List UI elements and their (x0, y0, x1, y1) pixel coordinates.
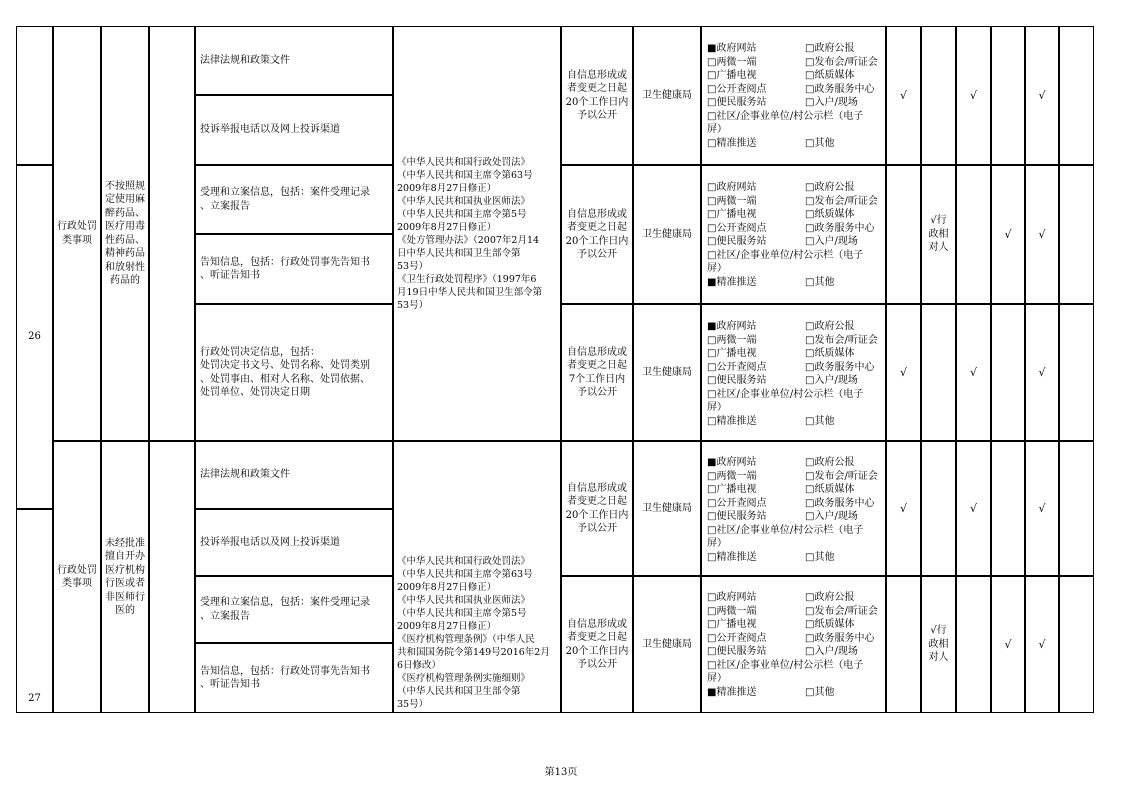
channel-public-read: 公开查阅点 (716, 222, 767, 234)
tick-party-cell: √行 政相 对人 (921, 576, 956, 713)
tick-cell: √ (886, 26, 921, 165)
checkbox: □ (707, 348, 717, 359)
channel-convenience: 便民服务站 (716, 511, 767, 522)
channel-public-read: 公开查阅点 (716, 361, 767, 373)
checkbox: □ (707, 470, 717, 482)
checkbox: □ (707, 605, 717, 617)
blank-cell-27 (149, 441, 195, 713)
tick-cell-empty (1059, 304, 1094, 441)
channel-convenience: 便民服务站 (716, 375, 767, 386)
channel-other: 其他 (814, 137, 835, 149)
page-footer: 第13页 (544, 767, 578, 778)
channel-convenience: 便民服务站 (716, 236, 767, 247)
checkbox: □ (805, 484, 815, 495)
channel-precise: 精准推送 (716, 276, 757, 288)
channel-paper: 纸质媒体 (814, 484, 855, 495)
row-number-26: 26 (16, 165, 53, 509)
checkbox-checked: ■ (707, 686, 717, 698)
checkbox: □ (805, 632, 815, 644)
checkbox: □ (805, 592, 815, 603)
tick-cell-empty (956, 165, 991, 304)
checkbox: □ (805, 551, 815, 563)
tick-cell-empty (886, 165, 921, 304)
agency-cell-5: 卫生健康局 (633, 576, 701, 713)
channel-convenience: 便民服务站 (716, 97, 767, 108)
checkbox: □ (805, 195, 815, 207)
checkbox: □ (805, 686, 815, 698)
channel-precise: 精准推送 (716, 551, 757, 563)
basis-cell-27: 《中华人民共和国行政处罚法》 （中华人民共和国主席令第63号 2009年8月27日修正） 《中华人民共和国执业医师法》 （中华人民共和国主席令第5号 2009年8月27日修正） 《医疗机构管理条例》（中华人民 共和国国务院令第149号2016年2月 6日修改） 《医疗机构管理条例实施细则》 （中华人民共和国卫生部令第 35号） (393, 441, 561, 713)
checkbox: □ (805, 137, 815, 149)
channel-convenience: 便民服务站 (716, 646, 767, 657)
channel-service-center: 政务服务中心 (814, 632, 875, 644)
checkbox: □ (805, 236, 815, 247)
checkbox: □ (707, 56, 717, 68)
agency-cell-2: 卫生健康局 (633, 165, 701, 304)
checkbox: □ (707, 222, 717, 234)
tick-cell-empty (921, 26, 956, 165)
checkbox: □ (707, 209, 717, 220)
channel-gov-gazette: 政府公报 (814, 182, 855, 193)
channel-onsite: 入户/现场 (814, 646, 858, 657)
channel-service-center: 政务服务中心 (814, 222, 875, 234)
item-cell-27: 未经批准 擅自开办 医疗机构 行医或者 非医师行 医的 (101, 441, 149, 713)
channel-two-micro: 两微一端 (716, 334, 757, 346)
channels-block-4 (701, 441, 886, 576)
checkbox: □ (707, 511, 717, 522)
checkbox: □ (707, 551, 717, 563)
tick-cell-empty (1059, 165, 1094, 304)
channel-press: 发布会/听证会 (814, 334, 878, 346)
tick-cell-empty (991, 441, 1025, 576)
checkbox: □ (805, 470, 815, 482)
checkbox: □ (805, 497, 815, 509)
channel-two-micro: 两微一端 (716, 195, 757, 207)
tick-cell: √ (886, 304, 921, 441)
checkbox: □ (707, 334, 717, 346)
agency-cell-3: 卫生健康局 (633, 304, 701, 441)
timing-cell-2: 自信息形成或 者变更之日起 20个工作日内 予以公开 (561, 165, 633, 304)
channel-gov-site: 政府网站 (716, 182, 757, 193)
checkbox: □ (707, 484, 717, 495)
channel-gov-site: 政府网站 (716, 457, 757, 468)
tick-cell-empty (921, 441, 956, 576)
basis-cell-26: 《中华人民共和国行政处罚法》 （中华人民共和国主席令第63号 2009年8月27日修正） 《中华人民共和国执业医师法》 （中华人民共和国主席令第5号 2009年8月27日修正） 《处方管理办法》（2007年2月14 日中华人民共和国卫生部令第 53号） 《卫生行政处罚程序》（1997年6 月19日中华人民共和国卫生部令第 53号） (393, 26, 561, 441)
channel-gov-site: 政府网站 (716, 321, 757, 332)
tick-cell: √ (991, 165, 1025, 304)
channel-two-micro: 两微一端 (716, 605, 757, 617)
channel-other: 其他 (814, 276, 835, 288)
timing-cell-5: 自信息形成或 者变更之日起 20个工作日内 予以公开 (561, 576, 633, 713)
tick-cell: √ (1025, 304, 1059, 441)
channel-onsite: 入户/现场 (814, 375, 858, 386)
tick-cell: √ (1025, 26, 1059, 165)
channels-block-2 (701, 165, 886, 304)
tick-cell: √ (1025, 165, 1059, 304)
tick-cell-empty (1059, 26, 1094, 165)
channel-broadcast: 广播电视 (716, 70, 757, 81)
channel-broadcast: 广播电视 (716, 209, 757, 220)
checkbox: □ (707, 415, 717, 427)
channel-precise: 精准推送 (716, 415, 757, 427)
checkbox: □ (805, 222, 815, 234)
tick-cell-empty (1059, 441, 1094, 576)
channel-community: 社区/企事业单位/村公示栏（电子 屏） (707, 388, 864, 413)
channel-other: 其他 (814, 686, 835, 698)
checkbox-checked: ■ (707, 43, 717, 54)
channel-broadcast: 广播电视 (716, 348, 757, 359)
channel-precise: 精准推送 (716, 686, 757, 698)
channel-gov-gazette: 政府公报 (814, 592, 855, 603)
checkbox: □ (805, 457, 815, 468)
tick-cell-empty (886, 576, 921, 713)
checkbox: □ (805, 70, 815, 81)
content-filing-27: 受理和立案信息，包括：案件受理记录 、立案报告 (195, 576, 393, 643)
timing-cell-1: 自信息形成或 者变更之日起 20个工作日内 予以公开 (561, 26, 633, 165)
checkbox: □ (805, 348, 815, 359)
category-cell-27: 行政处罚 类事项 (53, 441, 101, 713)
content-laws-27: 法律法规和政策文件 (195, 441, 393, 509)
checkbox: □ (707, 83, 717, 95)
tick-cell: √ (956, 26, 991, 165)
checkbox: □ (707, 619, 717, 630)
tick-cell-empty (991, 304, 1025, 441)
content-filing-26: 受理和立案信息，包括：案件受理记录 、立案报告 (195, 165, 393, 234)
channel-service-center: 政务服务中心 (814, 361, 875, 373)
channel-paper: 纸质媒体 (814, 619, 855, 630)
checkbox: □ (805, 619, 815, 630)
channel-paper: 纸质媒体 (814, 348, 855, 359)
checkbox-checked: ■ (707, 276, 717, 288)
checkbox: □ (805, 361, 815, 373)
checkbox: □ (805, 83, 815, 95)
checkbox: □ (707, 646, 717, 657)
tick-cell-empty (1059, 576, 1094, 713)
agency-cell-4: 卫生健康局 (633, 441, 701, 576)
channel-community: 社区/企事业单位/村公示栏（电子 屏） (707, 110, 864, 135)
tick-party-cell: √行 政相 对人 (921, 165, 956, 304)
channels-block-1 (701, 26, 886, 165)
checkbox: □ (707, 236, 717, 247)
channels-block-3 (701, 304, 886, 441)
checkbox: □ (805, 56, 815, 68)
channel-onsite: 入户/现场 (814, 236, 858, 247)
channel-gov-site: 政府网站 (716, 43, 757, 54)
checkbox: □ (805, 321, 815, 332)
tick-cell-empty (921, 304, 956, 441)
checkbox: □ (805, 511, 815, 522)
channel-broadcast: 广播电视 (716, 484, 757, 495)
tick-cell: √ (886, 441, 921, 576)
tick-cell: √ (956, 304, 991, 441)
content-laws-26: 法律法规和政策文件 (195, 26, 393, 95)
checkbox: □ (707, 249, 717, 261)
channel-gov-gazette: 政府公报 (814, 457, 855, 468)
checkbox: □ (707, 592, 717, 603)
checkbox: □ (707, 632, 717, 644)
checkbox: □ (805, 334, 815, 346)
channel-onsite: 入户/现场 (814, 511, 858, 522)
channel-public-read: 公开查阅点 (716, 83, 767, 95)
timing-cell-3: 自信息形成或 者变更之日起 7个工作日内 予以公开 (561, 304, 633, 441)
blank-cell-26 (149, 26, 195, 441)
checkbox: □ (805, 415, 815, 427)
checkbox: □ (707, 97, 717, 108)
channel-public-read: 公开查阅点 (716, 497, 767, 509)
channel-paper: 纸质媒体 (814, 209, 855, 220)
timing-cell-4: 自信息形成或 者变更之日起 20个工作日内 予以公开 (561, 441, 633, 576)
checkbox: □ (805, 375, 815, 386)
checkbox: □ (707, 497, 717, 509)
checkbox-checked: ■ (707, 457, 717, 468)
category-cell-26: 行政处罚 类事项 (53, 26, 101, 441)
content-complaint-26: 投诉举报电话以及网上投诉渠道 (195, 95, 393, 165)
content-complaint-27: 投诉举报电话以及网上投诉渠道 (195, 509, 393, 576)
tick-cell: √ (1025, 576, 1059, 713)
channel-other: 其他 (814, 551, 835, 563)
checkbox: □ (805, 646, 815, 657)
channel-gov-gazette: 政府公报 (814, 43, 855, 54)
channel-paper: 纸质媒体 (814, 70, 855, 81)
checkbox: □ (805, 43, 815, 54)
channel-community: 社区/企事业单位/村公示栏（电子 屏） (707, 249, 864, 274)
channel-community: 社区/企事业单位/村公示栏（电子 屏） (707, 524, 864, 549)
channel-service-center: 政务服务中心 (814, 83, 875, 95)
content-decision-26: 行政处罚决定信息，包括： 处罚决定书文号、处罚名称、处罚类别 、处罚事由、相对人名称、处罚依据、 处罚单位、处罚决定日期 (195, 304, 393, 441)
checkbox: □ (805, 209, 815, 220)
channels-block-5 (701, 576, 886, 713)
checkbox: □ (805, 605, 815, 617)
checkbox: □ (707, 388, 717, 400)
channel-onsite: 入户/现场 (814, 97, 858, 108)
channel-service-center: 政务服务中心 (814, 497, 875, 509)
item-cell-26: 不按照规 定使用麻 醉药品、 医疗用毒 性药品、 精神药品 和放射性 药品的 (101, 26, 149, 441)
channel-two-micro: 两微一端 (716, 470, 757, 482)
channel-community: 社区/企事业单位/村公示栏（电子 屏） (707, 659, 864, 684)
checkbox: □ (707, 524, 717, 536)
content-notice-26: 告知信息，包括：行政处罚事先告知书 、听证告知书 (195, 234, 393, 304)
tick-cell-empty (991, 26, 1025, 165)
checkbox-checked: ■ (707, 321, 717, 332)
channel-public-read: 公开查阅点 (716, 632, 767, 644)
channel-press: 发布会/听证会 (814, 605, 878, 617)
checkbox: □ (707, 195, 717, 207)
checkbox: □ (707, 70, 717, 81)
checkbox: □ (707, 361, 717, 373)
checkbox: □ (707, 182, 717, 193)
checkbox: □ (707, 110, 717, 122)
row-number-27: 27 (16, 509, 53, 713)
tick-cell-empty (956, 576, 991, 713)
channel-gov-gazette: 政府公报 (814, 321, 855, 332)
channel-press: 发布会/听证会 (814, 56, 878, 68)
agency-cell-1: 卫生健康局 (633, 26, 701, 165)
content-notice-27: 告知信息，包括：行政处罚事先告知书 、听证告知书 (195, 643, 393, 713)
channel-press: 发布会/听证会 (814, 195, 878, 207)
checkbox: □ (707, 375, 717, 386)
checkbox: □ (805, 276, 815, 288)
row-number-blank-top (16, 26, 53, 165)
channel-two-micro: 两微一端 (716, 56, 757, 68)
channel-gov-site: 政府网站 (716, 592, 757, 603)
tick-cell: √ (991, 576, 1025, 713)
tick-cell: √ (956, 441, 991, 576)
channel-other: 其他 (814, 415, 835, 427)
channel-precise: 精准推送 (716, 137, 757, 149)
channel-press: 发布会/听证会 (814, 470, 878, 482)
checkbox: □ (707, 659, 717, 671)
tick-cell: √ (1025, 441, 1059, 576)
channel-broadcast: 广播电视 (716, 619, 757, 630)
checkbox: □ (805, 182, 815, 193)
checkbox: □ (805, 97, 815, 108)
checkbox: □ (707, 137, 717, 149)
